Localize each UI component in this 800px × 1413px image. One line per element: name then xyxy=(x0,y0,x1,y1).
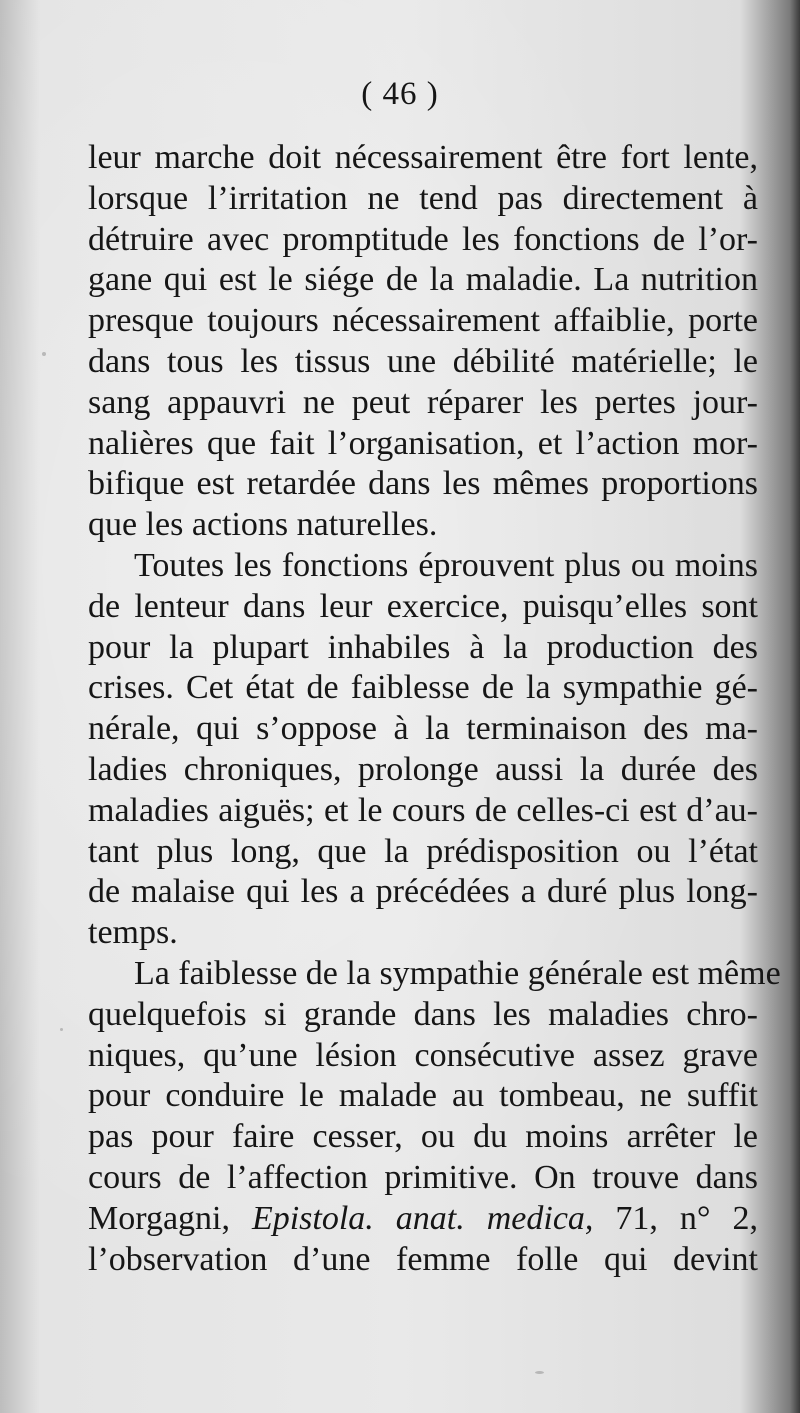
text-line: cours de l’affection primitive. On trouve dans xyxy=(88,1158,758,1196)
text-line: niques, qu’une lésion consécutive assez grave xyxy=(88,1036,758,1074)
text-line: l’observation d’une femme folle qui devint xyxy=(88,1240,758,1278)
page-number: ( 46 ) xyxy=(361,76,439,112)
text-line: crises. Cet état de faiblesse de la sympathie gé- xyxy=(88,669,758,707)
text-line: pour conduire le malade au tombeau, ne suffit xyxy=(88,1077,758,1115)
paper-speck xyxy=(535,1371,544,1374)
paper-speck xyxy=(60,1028,63,1031)
text-line: lorsque l’irritation ne tend pas directement à xyxy=(88,179,758,217)
text-line: maladies aiguës; et le cours de celles-ci est d’au- xyxy=(88,791,758,829)
text-line: bifique est retardée dans les mêmes proportions xyxy=(88,465,758,503)
citation-author: Morgagni, xyxy=(88,1199,252,1237)
text-line: que les actions naturelles. xyxy=(88,506,438,544)
text-line: pour la plupart inhabiles à la production des xyxy=(88,628,758,666)
citation-ref: 71, n° 2, xyxy=(593,1199,758,1237)
text-line: temps. xyxy=(88,914,178,952)
citation-title: Epistola. anat. medica, xyxy=(251,1199,594,1237)
text-line: dans tous les tissus une débilité matérielle; le xyxy=(88,342,758,380)
text-line: nérale, qui s’oppose à la terminaison des ma- xyxy=(88,710,758,748)
text-line: Toutes les fonctions éprouvent plus ou moins xyxy=(134,546,758,584)
text-line: presque toujours nécessairement affaiblie, porte xyxy=(88,302,758,340)
body-text xyxy=(88,138,781,1280)
paragraph-2 xyxy=(88,546,758,954)
text-line: tant plus long, que la prédisposition ou l’état xyxy=(88,832,758,870)
paragraph-1 xyxy=(88,138,758,546)
text-line: ladies chroniques, prolonge aussi la durée des xyxy=(88,750,758,788)
text-line: de lenteur dans leur exercice, puisqu’elles sont xyxy=(88,587,758,625)
paragraph-3 xyxy=(88,954,781,1280)
text-line: sang appauvri ne peut réparer les pertes jour- xyxy=(88,383,758,421)
text-line: pas pour faire cesser, ou du moins arrêter le xyxy=(88,1118,758,1156)
text-line: leur marche doit nécessairement être fort lente, xyxy=(88,139,758,176)
text-line: détruire avec promptitude les fonctions de l’or- xyxy=(88,220,758,258)
text-line: nalières que fait l’organisation, et l’action mor- xyxy=(88,424,758,462)
text-line: quelquefois si grande dans les maladies chro- xyxy=(88,995,758,1033)
paper-speck xyxy=(42,352,46,356)
citation-line xyxy=(88,1199,758,1240)
text-line: La faiblesse de la sympathie générale est même xyxy=(134,954,781,992)
text-line: de malaise qui les a précédées a duré plus long- xyxy=(88,873,758,911)
text-line: gane qui est le siége de la maladie. La nutrition xyxy=(88,261,758,299)
